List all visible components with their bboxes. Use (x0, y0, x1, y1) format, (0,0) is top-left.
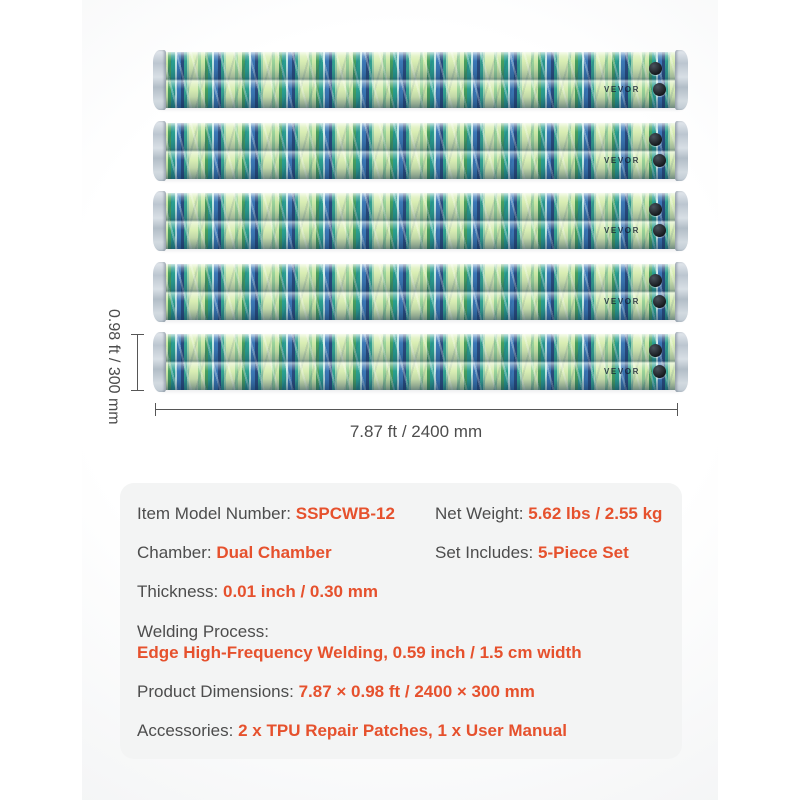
air-valve-lower (653, 154, 666, 167)
height-dimension-bar (137, 334, 138, 391)
spec-row-welding (137, 621, 668, 663)
tube-left-weld-cap (153, 262, 166, 322)
tube-right-weld-cap (675, 50, 688, 110)
air-valve-lower (653, 224, 666, 237)
brand-logo: VEVOR (603, 367, 640, 376)
air-valve-lower (653, 365, 666, 378)
tube-right-weld-cap (675, 121, 688, 181)
spec-label: Product Dimensions: (137, 682, 294, 701)
tube-left-weld-cap (153, 191, 166, 251)
tube-right-weld-cap (675, 332, 688, 392)
brand-logo: VEVOR (603, 156, 640, 165)
spec-label: Set Includes: (435, 543, 534, 562)
air-valve-upper (649, 62, 662, 75)
tube-right-weld-cap (675, 191, 688, 251)
spec-value: 5.62 lbs / 2.55 kg (528, 504, 663, 523)
spec-row-2 (137, 543, 668, 563)
brand-logo: VEVOR (603, 226, 640, 235)
water-bladder-tube (155, 123, 686, 179)
spec-label: Accessories: (137, 721, 234, 740)
air-valve-lower (653, 295, 666, 308)
spec-label: Chamber: (137, 543, 212, 562)
spec-value: 0.01 inch / 0.30 mm (222, 582, 378, 601)
air-valve-upper (649, 344, 662, 357)
spec-row-chamber (137, 543, 435, 563)
spec-value: 5-Piece Set (538, 543, 629, 562)
spec-row-thickness (137, 582, 668, 602)
spec-row-set-includes (435, 543, 629, 563)
width-dimension-line (155, 403, 678, 416)
water-bladder-tube (155, 193, 686, 249)
spec-row-item-model (137, 504, 435, 524)
tube-right-weld-cap (675, 262, 688, 322)
brand-logo: VEVOR (603, 85, 640, 94)
air-valve-upper (649, 274, 662, 287)
water-bladder-tube (155, 264, 686, 320)
water-bladder-tube (155, 334, 686, 390)
air-valve-upper (649, 133, 662, 146)
tube-left-weld-cap (153, 121, 166, 181)
spec-row-product-dimensions (137, 682, 668, 702)
spec-label: Net Weight: (435, 504, 524, 523)
spec-value: SSPCWB-12 (295, 504, 395, 523)
water-bladder-tube (155, 52, 686, 108)
width-dimension-bar (155, 409, 678, 410)
brand-logo: VEVOR (603, 297, 640, 306)
spec-value: Edge High-Frequency Welding, 0.59 inch / 1.5 cm width (137, 643, 582, 662)
width-dimension-label: 7.87 ft / 2400 mm (349, 422, 483, 441)
height-dimension-line (131, 334, 144, 391)
tube-left-weld-cap (153, 332, 166, 392)
spec-label: Welding Process: (137, 622, 269, 641)
spec-row-1 (137, 504, 668, 524)
spec-row-accessories (137, 721, 668, 741)
spec-label: Thickness: (137, 582, 219, 601)
spec-value: 2 x TPU Repair Patches, 1 x User Manual (238, 721, 567, 740)
spec-value: 7.87 × 0.98 ft / 2400 × 300 mm (298, 682, 535, 701)
tube-left-weld-cap (153, 50, 166, 110)
spec-value: Dual Chamber (216, 543, 332, 562)
air-valve-lower (653, 83, 666, 96)
spec-label: Item Model Number: (137, 504, 291, 523)
air-valve-upper (649, 203, 662, 216)
spec-row-net-weight (435, 504, 662, 524)
spec-panel (120, 483, 682, 759)
height-dimension-label: 0.98 ft / 300 mm (105, 309, 122, 425)
